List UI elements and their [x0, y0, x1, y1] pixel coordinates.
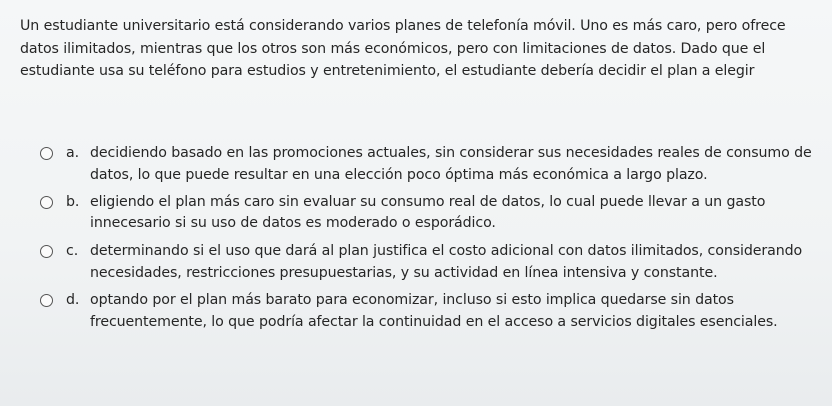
option-c[interactable]	[40, 241, 825, 285]
option-a-letter: a.	[66, 145, 80, 161]
option-c-text: determinando si el uso que dará al plan justifica el costo adicional con datos ilimitados, considerando necesidades, restricciones presupuestarias, y su actividad en línea intensiva y constante.	[90, 243, 803, 281]
option-d-radio[interactable]	[40, 294, 53, 307]
option-a-text: decidiendo basado en las promociones actuales, sin considerar sus necesidades reales de consumo de datos, lo que puede resultar en una elección poco óptima más económica a largo plazo.	[90, 145, 812, 183]
option-c-letter: c.	[66, 243, 79, 260]
answer-options	[40, 143, 825, 333]
option-b-letter: b.	[66, 193, 80, 210]
option-d-letter: d.	[66, 291, 80, 308]
option-d-text: optando por el plan más barato para economizar, incluso si esto implica quedarse sin datos frecuentemente, lo que podría afectar la continuidad en el acceso a servicios digitales esenciales.	[90, 291, 778, 330]
option-d[interactable]	[40, 290, 825, 334]
option-a[interactable]	[40, 143, 825, 187]
option-b-text: eligiendo el plan más caro sin evaluar su consumo real de datos, lo cual puede llevar a un gasto innecesario si su uso de datos es moderado o esporádico.	[90, 193, 766, 232]
question-text: Un estudiante universitario está considerando varios planes de telefonía móvil. Uno es más caro, pero ofrece datos ilimitados, mientras que los otros son más económicos, pero con limitaciones de datos. Dado que el estudiante usa su teléfono para estudios y entretenimiento, el estudiante debería decidir el plan a elegir	[20, 18, 786, 79]
option-b-radio[interactable]	[40, 196, 53, 209]
option-b[interactable]	[40, 192, 825, 236]
option-c-radio[interactable]	[40, 245, 53, 258]
option-a-radio[interactable]	[40, 147, 53, 160]
